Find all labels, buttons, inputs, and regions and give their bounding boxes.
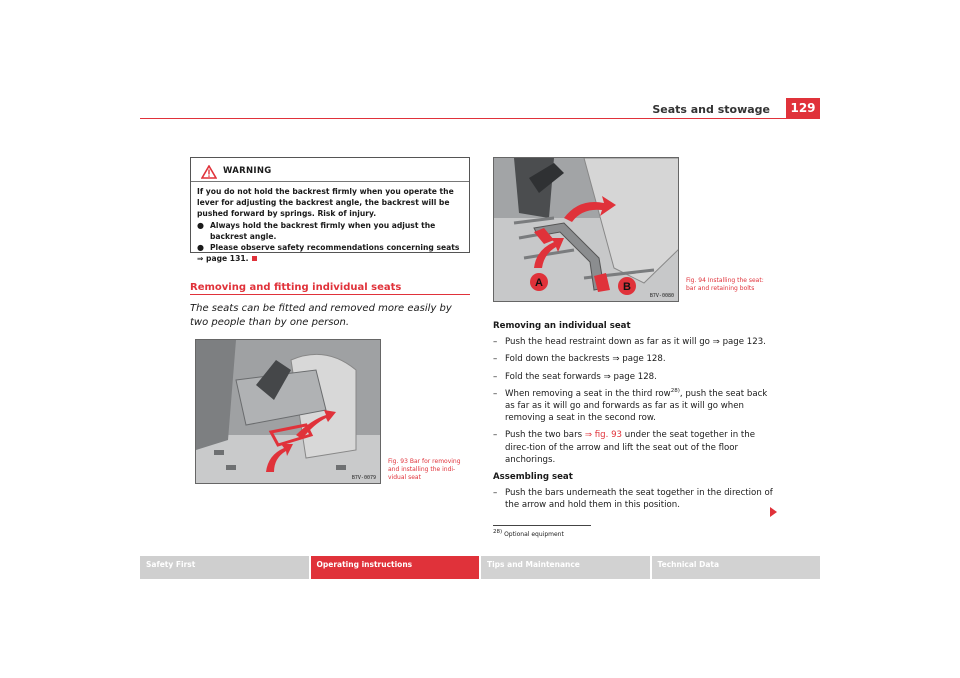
bullet-dot: ●: [197, 243, 204, 253]
footnote-divider: [493, 525, 591, 526]
step-text: [505, 429, 773, 466]
warning-paragraph: If you do not hold the backrest firmly when you operate the lever for adjusting the backrest angle, the backrest will be pushed forward by springs. Risk of injury.: [197, 187, 454, 219]
removing-heading: Removing an individual seat: [493, 321, 631, 331]
figure-93-caption: Fig. 93 Bar for removing and installing the indi-vidual seat: [388, 458, 461, 481]
figure-link[interactable]: ⇒ fig. 93: [584, 430, 623, 441]
header-divider: [140, 118, 820, 119]
list-item: – Push the head restraint down as far as it will go ⇒ page 123.: [493, 337, 766, 348]
tab-safety-first[interactable]: Safety First: [140, 556, 309, 579]
tab-tips-and-maintenance[interactable]: Tips and Maintenance: [481, 556, 650, 579]
figure-94-code: B7V-0080: [649, 293, 674, 299]
end-marker-icon: [252, 256, 257, 261]
warning-title: WARNING: [223, 165, 272, 176]
figure-94-caption: Fig. 94 Installing the seat: bar and retaining bolts: [686, 277, 764, 292]
page-number: 129: [786, 98, 820, 118]
step-text-part: under the seat together in the direc-tion of the arrow and lift the seat out of the floor anchorings.: [505, 430, 756, 465]
page-header-title: Seats and stowage: [652, 103, 770, 116]
assembling-heading: Assembling seat: [493, 472, 573, 483]
step-text: Fold the seat forwards ⇒ page 128.: [505, 371, 657, 382]
warning-bullet-text: Always hold the backrest firmly when you adjust the backrest angle.: [209, 220, 436, 241]
instructions-body: [493, 320, 773, 517]
step-text-part: When removing a seat in the third row: [505, 388, 671, 399]
footnote-marker: 28): [670, 387, 680, 394]
footnote: [493, 531, 564, 538]
step-text: Fold down the backrests ⇒ page 128.: [505, 354, 666, 365]
figure-94-label-a: A: [535, 277, 543, 289]
warning-box: [190, 157, 470, 264]
figure-94-label-b: B: [623, 281, 631, 293]
list-item: – Fold the seat forwards ⇒ page 128.: [493, 371, 657, 382]
step-text: Push the bars underneath the seat together in the direction of the arrow and hold them in this position.: [505, 488, 773, 511]
list-item: – Push the two bars ⇒ fig. 93 under the seat together in the direc-tion of the arrow and lift the seat out of the floor anchorings.: [493, 429, 773, 466]
figure-93-code: B7V-0079: [351, 475, 376, 481]
footer-nav: [140, 556, 820, 579]
warning-bullet: [197, 220, 463, 242]
step-text: [505, 388, 773, 425]
tab-technical-data[interactable]: Technical Data: [652, 556, 821, 579]
section-title: Removing and fitting individual seats: [190, 282, 402, 293]
section-intro: The seats can be fitted and removed more easily by two people than by one person.: [190, 303, 452, 328]
warning-triangle-icon: [201, 165, 217, 179]
section-divider: [190, 294, 470, 295]
next-page-arrow-icon[interactable]: [770, 507, 777, 517]
step-text-part: Push the two bars: [505, 430, 585, 441]
warning-bullet: [197, 242, 463, 253]
footnote-mark: 28): [493, 529, 503, 535]
warning-header: [191, 162, 469, 182]
tab-operating-instructions[interactable]: Operating instructions: [311, 556, 480, 579]
warning-bullet-text: Please observe safety recommendations concerning seats: [209, 243, 460, 253]
footnote-text: Optional equipment: [504, 531, 564, 538]
figure-94-image: [493, 157, 679, 302]
warning-page-ref[interactable]: ⇒ page 131.: [197, 254, 249, 264]
list-item: – Push the bars underneath the seat together in the direction of the arrow and hold them in this position.: [493, 488, 773, 511]
seat-bar-illustration: [196, 340, 381, 484]
step-text: Push the head restraint down as far as it will go ⇒ page 123.: [505, 337, 766, 348]
seat-bolts-illustration: [494, 158, 679, 302]
step-text-part: , push the seat back as far as it will go and forwards as far as it will go when removing a seat in the second row.: [505, 388, 768, 424]
warning-page-ref-line: [197, 253, 463, 264]
list-item: – When removing a seat in the third row$^{28)}$, push the seat back as far as it will go and forwards as far as it will go when removing a seat in the second row.: [493, 388, 773, 425]
figure-93-image: [195, 339, 381, 484]
bullet-dot: ●: [197, 220, 204, 230]
list-item: – Fold down the backrests ⇒ page 128.: [493, 354, 666, 365]
